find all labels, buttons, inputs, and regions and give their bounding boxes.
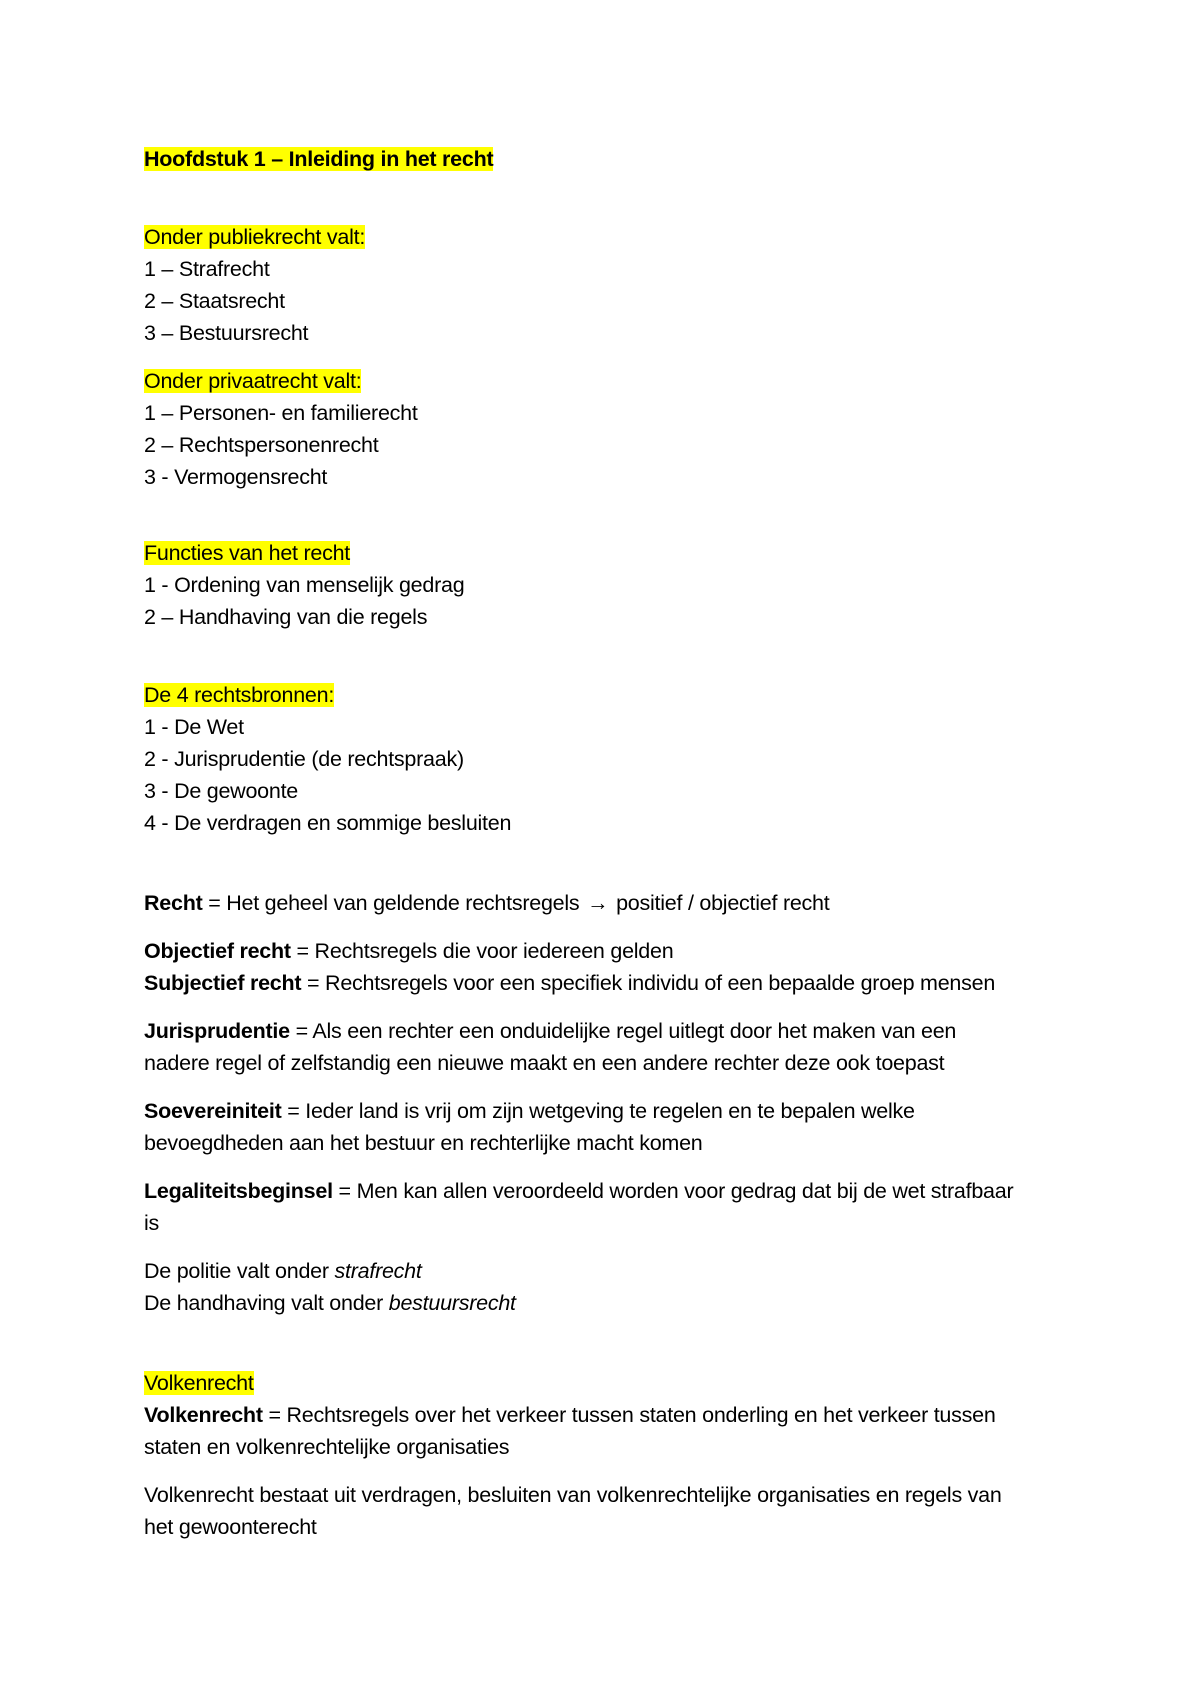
privaatrecht-heading: Onder privaatrecht valt:	[144, 369, 362, 393]
definition-term: Legaliteitsbeginsel	[144, 1179, 333, 1203]
definition-continuation: is	[144, 1211, 160, 1235]
definition-text: = Ieder land is vrij om zijn wetgeving te regelen en te bepalen welke	[281, 1099, 915, 1123]
definition-recht	[144, 887, 830, 919]
definition-text: = Men kan allen veroordeeld worden voor gedrag dat bij de wet strafbaar	[332, 1179, 1014, 1203]
definition-text: = Rechtsregels voor een specifiek individu of een bepaalde groep mensen	[301, 971, 996, 995]
list-item: 4 - De verdragen en sommige besluiten	[144, 811, 512, 835]
list-item: 2 – Handhaving van die regels	[144, 605, 428, 629]
functies-heading: Functies van het recht	[144, 541, 351, 565]
definition-term: Volkenrecht	[144, 1403, 263, 1427]
definition-term: Subjectief recht	[144, 971, 302, 995]
list-item: 1 – Personen- en familierecht	[144, 401, 418, 425]
list-item: 3 – Bestuursrecht	[144, 321, 309, 345]
list-item: 2 – Rechtspersonenrecht	[144, 433, 379, 457]
definition-term: Recht	[144, 891, 203, 915]
definition-text: = Als een rechter een onduidelijke regel uitlegt door het maken van een	[289, 1019, 957, 1043]
list-item: 1 - De Wet	[144, 715, 244, 739]
rechtsbronnen-heading: De 4 rechtsbronnen:	[144, 683, 335, 707]
definition-term: Objectief recht	[144, 939, 291, 963]
list-item: 1 – Strafrecht	[144, 257, 270, 281]
definition-continuation: nadere regel of zelfstandig een nieuwe maakt en een andere rechter deze ook toepast	[144, 1051, 945, 1075]
definition-continuation: bevoegdheden aan het bestuur en rechterlijke macht komen	[144, 1131, 703, 1155]
list-item: 3 - Vermogensrecht	[144, 465, 328, 489]
publiekrecht-heading: Onder publiekrecht valt:	[144, 225, 366, 249]
definition-text: = Rechtsregels over het verkeer tussen staten onderling en het verkeer tussen	[262, 1403, 996, 1427]
handhaving-line: De handhaving valt onder bestuursrecht	[144, 1291, 516, 1315]
definition-subjectief	[144, 967, 995, 999]
definition-objectief	[144, 935, 673, 967]
definition-text: positief / objectief recht	[610, 891, 830, 915]
chapter-title: Hoofdstuk 1 – Inleiding in het recht	[144, 147, 494, 171]
definition-soevereiniteit	[144, 1095, 915, 1127]
politie-line: De politie valt onder strafrecht	[144, 1259, 422, 1283]
list-item: 1 - Ordening van menselijk gedrag	[144, 573, 465, 597]
definition-jurisprudentie	[144, 1015, 956, 1047]
volkenrecht-heading: Volkenrecht	[144, 1371, 254, 1395]
list-item: 3 - De gewoonte	[144, 779, 299, 803]
definition-text: = Het geheel van geldende rechtsregels	[202, 891, 586, 915]
list-item: 2 – Staatsrecht	[144, 289, 285, 313]
paragraph: Volkenrecht bestaat uit verdragen, besluiten van volkenrechtelijke organisaties en regels van	[144, 1483, 1002, 1507]
definition-continuation: staten en volkenrechtelijke organisaties	[144, 1435, 510, 1459]
definition-legaliteitsbeginsel	[144, 1175, 1013, 1207]
list-item: 2 - Jurisprudentie (de rechtspraak)	[144, 747, 464, 771]
arrow-right-icon: →	[587, 891, 609, 915]
paragraph-continuation: het gewoonterecht	[144, 1515, 317, 1539]
definition-term: Jurisprudentie	[144, 1019, 290, 1043]
definition-term: Soevereiniteit	[144, 1099, 282, 1123]
definition-volkenrecht	[144, 1399, 996, 1431]
definition-text: = Rechtsregels die voor iedereen gelden	[290, 939, 674, 963]
